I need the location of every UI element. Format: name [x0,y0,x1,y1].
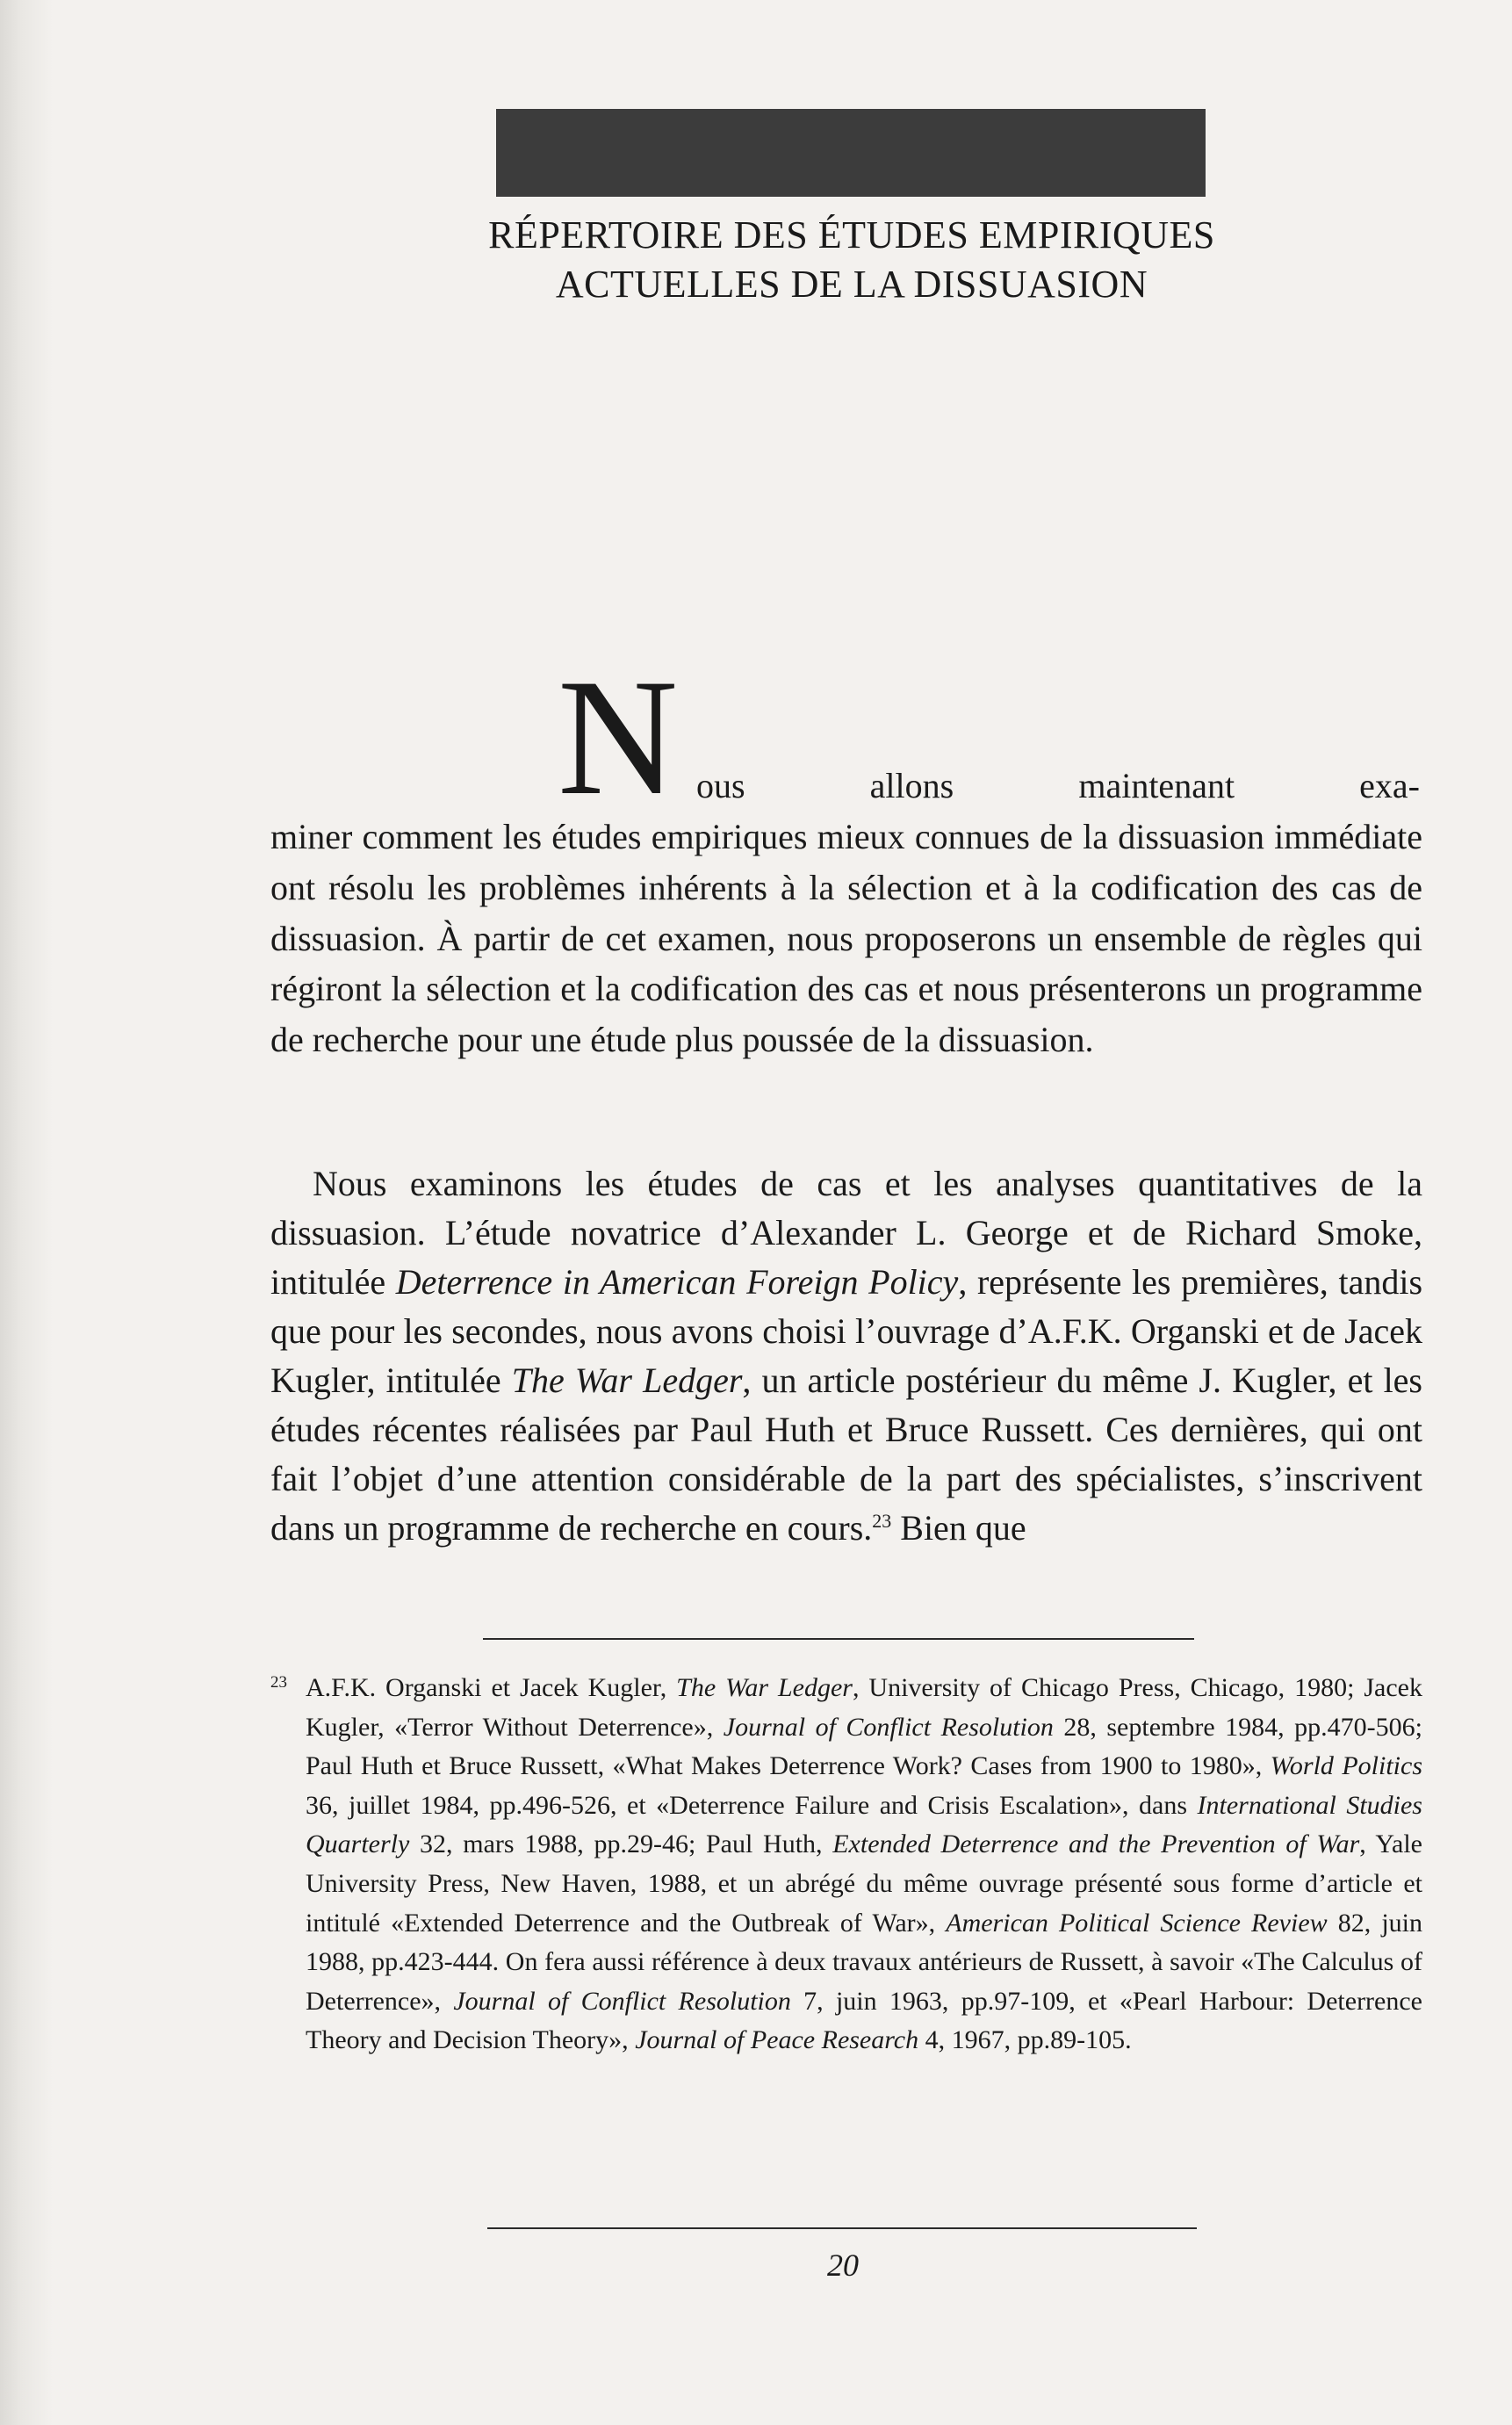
footnote-title-8: Journal of Peace Research [635,2025,919,2055]
footnote-number: 23 [270,1673,287,1692]
paragraph-1: miner comment les études empiriques mieux connues de la dissuasion immédiate ont résolu les problèmes inhérents à la sélection et à la codification des cas de dissuasion. À partir de cet examen, nous proposerons un ensemble de règles qui régiront la sélection et la codification des cas et nous présenterons un programme de recherche pour une étude plus poussée de la dissuasion. [270,817,1422,1060]
paragraph-2-text-d: Bien que [891,1508,1026,1548]
footnote-text-9: 4, 1967, pp.89-105. [918,2025,1132,2055]
chapter-title-line-1: RÉPERTOIRE DES ÉTUDES EMPIRIQUES [488,213,1215,256]
footnote-title-3: World Politics [1270,1751,1422,1781]
page-footer-rule [487,2227,1197,2229]
footnote-title-2: Journal of Conflict Resolution [723,1712,1054,1742]
footnote-text-1: A.F.K. Organski et Jacek Kugler, [306,1673,677,1702]
footnote-text-5: 32, mars 1988, pp.29-46; Paul Huth, [409,1830,833,1859]
drop-cap: N [558,646,679,830]
footnote-title-5: Extended Deterrence and the Prevention of War [832,1830,1360,1859]
footnote-title-6: American Political Science Review [946,1908,1328,1938]
paragraph-2-title-1: Deterrence in American Foreign Policy [395,1262,959,1302]
chapter-title [263,211,1440,309]
paragraph-2-text-c: , un article postérieur du même J. Kugler, et les études récentes réalisées par Paul Huth et Bruce Russett. Ces dernières, qui ont fait l’objet d’une attention considérable de la part des spécialistes, s’inscrivent dans un programme de recherche en cours. [270,1360,1422,1548]
chapter-title-line-2: ACTUELLES DE LA DISSUASION [555,263,1148,306]
first-line: ous allons maintenant exa- [696,766,1420,805]
paragraph-2-text-b: , représente les premières, tandis que pour les secondes, nous avons choisi l’ouvrage d’A.F.K. Organski et de Jacek Kugler, intitulée [270,1262,1423,1400]
footnote [270,1669,1422,2061]
footnote-title-1: The War Ledger [676,1673,853,1702]
footnote-text-6: , Yale University Press, New Haven, 1988, et un abrégé du même ouvrage présenté sous forme d’article et intitulé «Extended Deterrence and the Outbreak of War», [306,1830,1422,1938]
page-number: 20 [827,2248,859,2283]
footnote-title-7: Journal of Conflict Resolution [453,1986,791,2016]
footnote-reference[interactable]: 23 [872,1510,892,1532]
footnote-text-4: 36, juillet 1984, pp.496-526, et «Deterrence Failure and Crisis Escalation», dans [306,1790,1198,1820]
footnote-text-2: , University of Chicago Press, Chicago, 1980; Jacek Kugler, «Terror Without Deterrence», [306,1673,1422,1742]
footnote-title-4: International Studies Quarterly [306,1790,1422,1859]
paragraph-2-text-a: Nous examinons les études de cas et les analyses quantitatives de la dissuasion. L’étude novatrice d’Alexander L. George et de Richard Smoke, intitulée [270,1164,1422,1302]
paragraph-2 [270,1159,1422,1553]
header-bar [496,109,1206,197]
footnote-text-8: 7, juin 1963, pp.97-109, et «Pearl Harbour: Deterrence Theory and Decision Theory», [306,1986,1422,2055]
footnote-text [270,1669,1422,2061]
footnote-separator [483,1638,1194,1640]
page-edge-shadow [0,0,53,2425]
footnote-text-7: 82, juin 1988, pp.423-444. On fera aussi référence à deux travaux antérieurs de Russett, à savoir «The Calculus of Deterrence», [306,1908,1422,2016]
paragraph-2-title-2: The War Ledger [511,1360,743,1400]
footnote-text-3: 28, septembre 1984, pp.470-506; Paul Huth et Bruce Russett, «What Makes Deterrence Work? Cases from 1900 to 1980», [306,1712,1422,1781]
